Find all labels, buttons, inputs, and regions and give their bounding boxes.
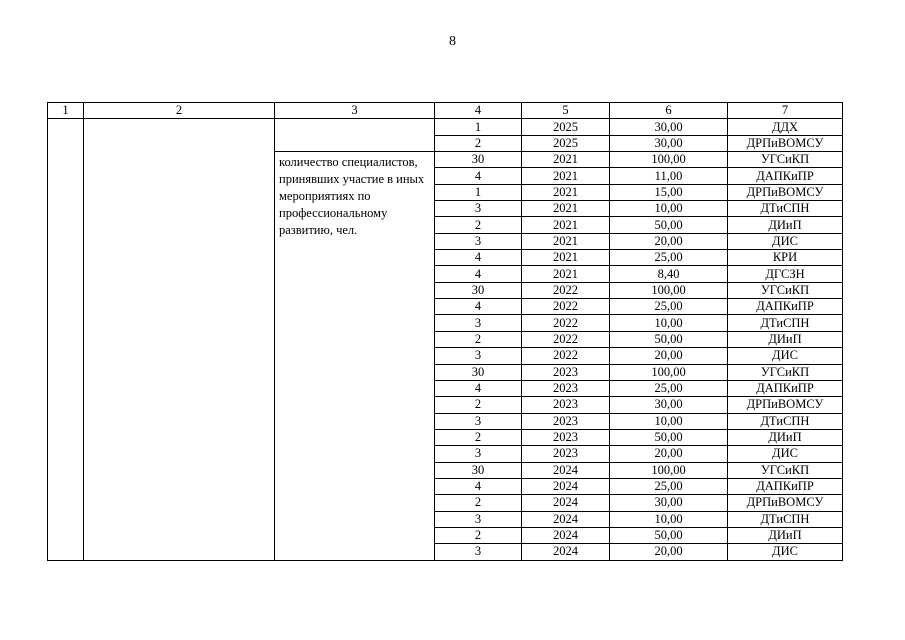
value-cell: 10,00 — [610, 201, 728, 217]
indicator-cell: 3 — [435, 446, 522, 462]
value-cell: 10,00 — [610, 315, 728, 331]
indicator-cell: 4 — [435, 168, 522, 184]
value-cell: 10,00 — [610, 511, 728, 527]
value-cell: 100,00 — [610, 152, 728, 168]
indicator-cell: 3 — [435, 315, 522, 331]
header-cell-5: 5 — [522, 103, 610, 119]
indicator-cell: 3 — [435, 413, 522, 429]
year-cell: 2022 — [522, 315, 610, 331]
year-cell: 2021 — [522, 217, 610, 233]
value-cell: 10,00 — [610, 413, 728, 429]
department-cell: ДИиП — [728, 331, 843, 347]
year-cell: 2025 — [522, 135, 610, 151]
value-cell: 25,00 — [610, 478, 728, 494]
year-cell: 2022 — [522, 282, 610, 298]
indicator-cell: 1 — [435, 184, 522, 200]
indicator-cell: 4 — [435, 266, 522, 282]
indicator-cell: 1 — [435, 119, 522, 135]
value-cell: 20,00 — [610, 233, 728, 249]
department-cell: УГСиКП — [728, 462, 843, 478]
department-cell: ДТиСПН — [728, 201, 843, 217]
year-cell: 2023 — [522, 429, 610, 445]
department-cell: УГСиКП — [728, 282, 843, 298]
indicator-cell: 4 — [435, 380, 522, 396]
indicator-cell: 4 — [435, 478, 522, 494]
indicator-cell: 2 — [435, 217, 522, 233]
value-cell: 20,00 — [610, 446, 728, 462]
header-cell-2: 2 — [84, 103, 275, 119]
department-cell: ДРПиВОМСУ — [728, 135, 843, 151]
value-cell: 50,00 — [610, 429, 728, 445]
year-cell: 2021 — [522, 201, 610, 217]
indicator-cell: 4 — [435, 250, 522, 266]
header-row — [48, 103, 843, 119]
year-cell: 2024 — [522, 495, 610, 511]
department-cell: ДРПиВОМСУ — [728, 495, 843, 511]
department-cell: ДТиСПН — [728, 315, 843, 331]
col2-cell — [84, 119, 275, 560]
table-row — [48, 119, 843, 135]
year-cell: 2023 — [522, 446, 610, 462]
table-body — [48, 103, 843, 561]
value-cell: 25,00 — [610, 299, 728, 315]
indicator-cell: 4 — [435, 299, 522, 315]
department-cell: ДИиП — [728, 527, 843, 543]
department-cell: ДИиП — [728, 217, 843, 233]
year-cell: 2024 — [522, 527, 610, 543]
department-cell: ДИС — [728, 348, 843, 364]
year-cell: 2022 — [522, 299, 610, 315]
indicator-cell: 2 — [435, 495, 522, 511]
header-cell-4: 4 — [435, 103, 522, 119]
department-cell: ДАПКиПР — [728, 168, 843, 184]
header-cell-1: 1 — [48, 103, 84, 119]
department-cell: УГСиКП — [728, 152, 843, 168]
indicator-cell: 2 — [435, 397, 522, 413]
year-cell: 2023 — [522, 364, 610, 380]
page-number: 8 — [449, 34, 456, 49]
year-cell: 2023 — [522, 397, 610, 413]
year-cell: 2021 — [522, 266, 610, 282]
indicator-cell: 3 — [435, 348, 522, 364]
department-cell: ДАПКиПР — [728, 478, 843, 494]
indicator-cell: 2 — [435, 429, 522, 445]
indicator-cell: 2 — [435, 331, 522, 347]
indicator-cell: 3 — [435, 233, 522, 249]
value-cell: 25,00 — [610, 380, 728, 396]
department-cell: ДТиСПН — [728, 413, 843, 429]
data-table — [47, 102, 843, 561]
value-cell: 30,00 — [610, 397, 728, 413]
value-cell: 25,00 — [610, 250, 728, 266]
indicator-cell: 30 — [435, 364, 522, 380]
value-cell: 100,00 — [610, 462, 728, 478]
col3-empty-cell — [275, 119, 435, 152]
indicator-cell: 3 — [435, 511, 522, 527]
value-cell: 20,00 — [610, 348, 728, 364]
department-cell: ДИС — [728, 233, 843, 249]
department-cell: ДАПКиПР — [728, 380, 843, 396]
indicator-cell: 2 — [435, 527, 522, 543]
value-cell: 30,00 — [610, 135, 728, 151]
department-cell: ДРПиВОМСУ — [728, 397, 843, 413]
year-cell: 2021 — [522, 184, 610, 200]
value-cell: 100,00 — [610, 282, 728, 298]
indicator-cell: 30 — [435, 152, 522, 168]
department-cell: ДАПКиПР — [728, 299, 843, 315]
department-cell: ДРПиВОМСУ — [728, 184, 843, 200]
year-cell: 2022 — [522, 348, 610, 364]
department-cell: УГСиКП — [728, 364, 843, 380]
value-cell: 100,00 — [610, 364, 728, 380]
department-cell: ДИС — [728, 544, 843, 560]
header-cell-7: 7 — [728, 103, 843, 119]
year-cell: 2021 — [522, 250, 610, 266]
value-cell: 20,00 — [610, 544, 728, 560]
indicator-cell: 3 — [435, 544, 522, 560]
year-cell: 2021 — [522, 168, 610, 184]
header-cell-3: 3 — [275, 103, 435, 119]
indicator-cell: 30 — [435, 462, 522, 478]
value-cell: 30,00 — [610, 495, 728, 511]
value-cell: 50,00 — [610, 331, 728, 347]
indicator-cell: 30 — [435, 282, 522, 298]
value-cell: 8,40 — [610, 266, 728, 282]
value-cell: 15,00 — [610, 184, 728, 200]
value-cell: 50,00 — [610, 217, 728, 233]
value-cell: 11,00 — [610, 168, 728, 184]
year-cell: 2024 — [522, 544, 610, 560]
indicator-cell: 2 — [435, 135, 522, 151]
col1-cell — [48, 119, 84, 560]
department-cell: ДДХ — [728, 119, 843, 135]
year-cell: 2023 — [522, 380, 610, 396]
year-cell: 2023 — [522, 413, 610, 429]
department-cell: ДТиСПН — [728, 511, 843, 527]
header-cell-6: 6 — [610, 103, 728, 119]
year-cell: 2024 — [522, 478, 610, 494]
value-cell: 50,00 — [610, 527, 728, 543]
department-cell: ДИиП — [728, 429, 843, 445]
year-cell: 2022 — [522, 331, 610, 347]
year-cell: 2021 — [522, 152, 610, 168]
department-cell: КРИ — [728, 250, 843, 266]
department-cell: ДГСЗН — [728, 266, 843, 282]
department-cell: ДИС — [728, 446, 843, 462]
value-cell: 30,00 — [610, 119, 728, 135]
year-cell: 2024 — [522, 511, 610, 527]
indicator-cell: 3 — [435, 201, 522, 217]
year-cell: 2025 — [522, 119, 610, 135]
year-cell: 2024 — [522, 462, 610, 478]
indicator-description: количество специалистов, принявших участие в иных мероприятиях по профессиональному развитию, чел. — [275, 152, 435, 561]
year-cell: 2021 — [522, 233, 610, 249]
